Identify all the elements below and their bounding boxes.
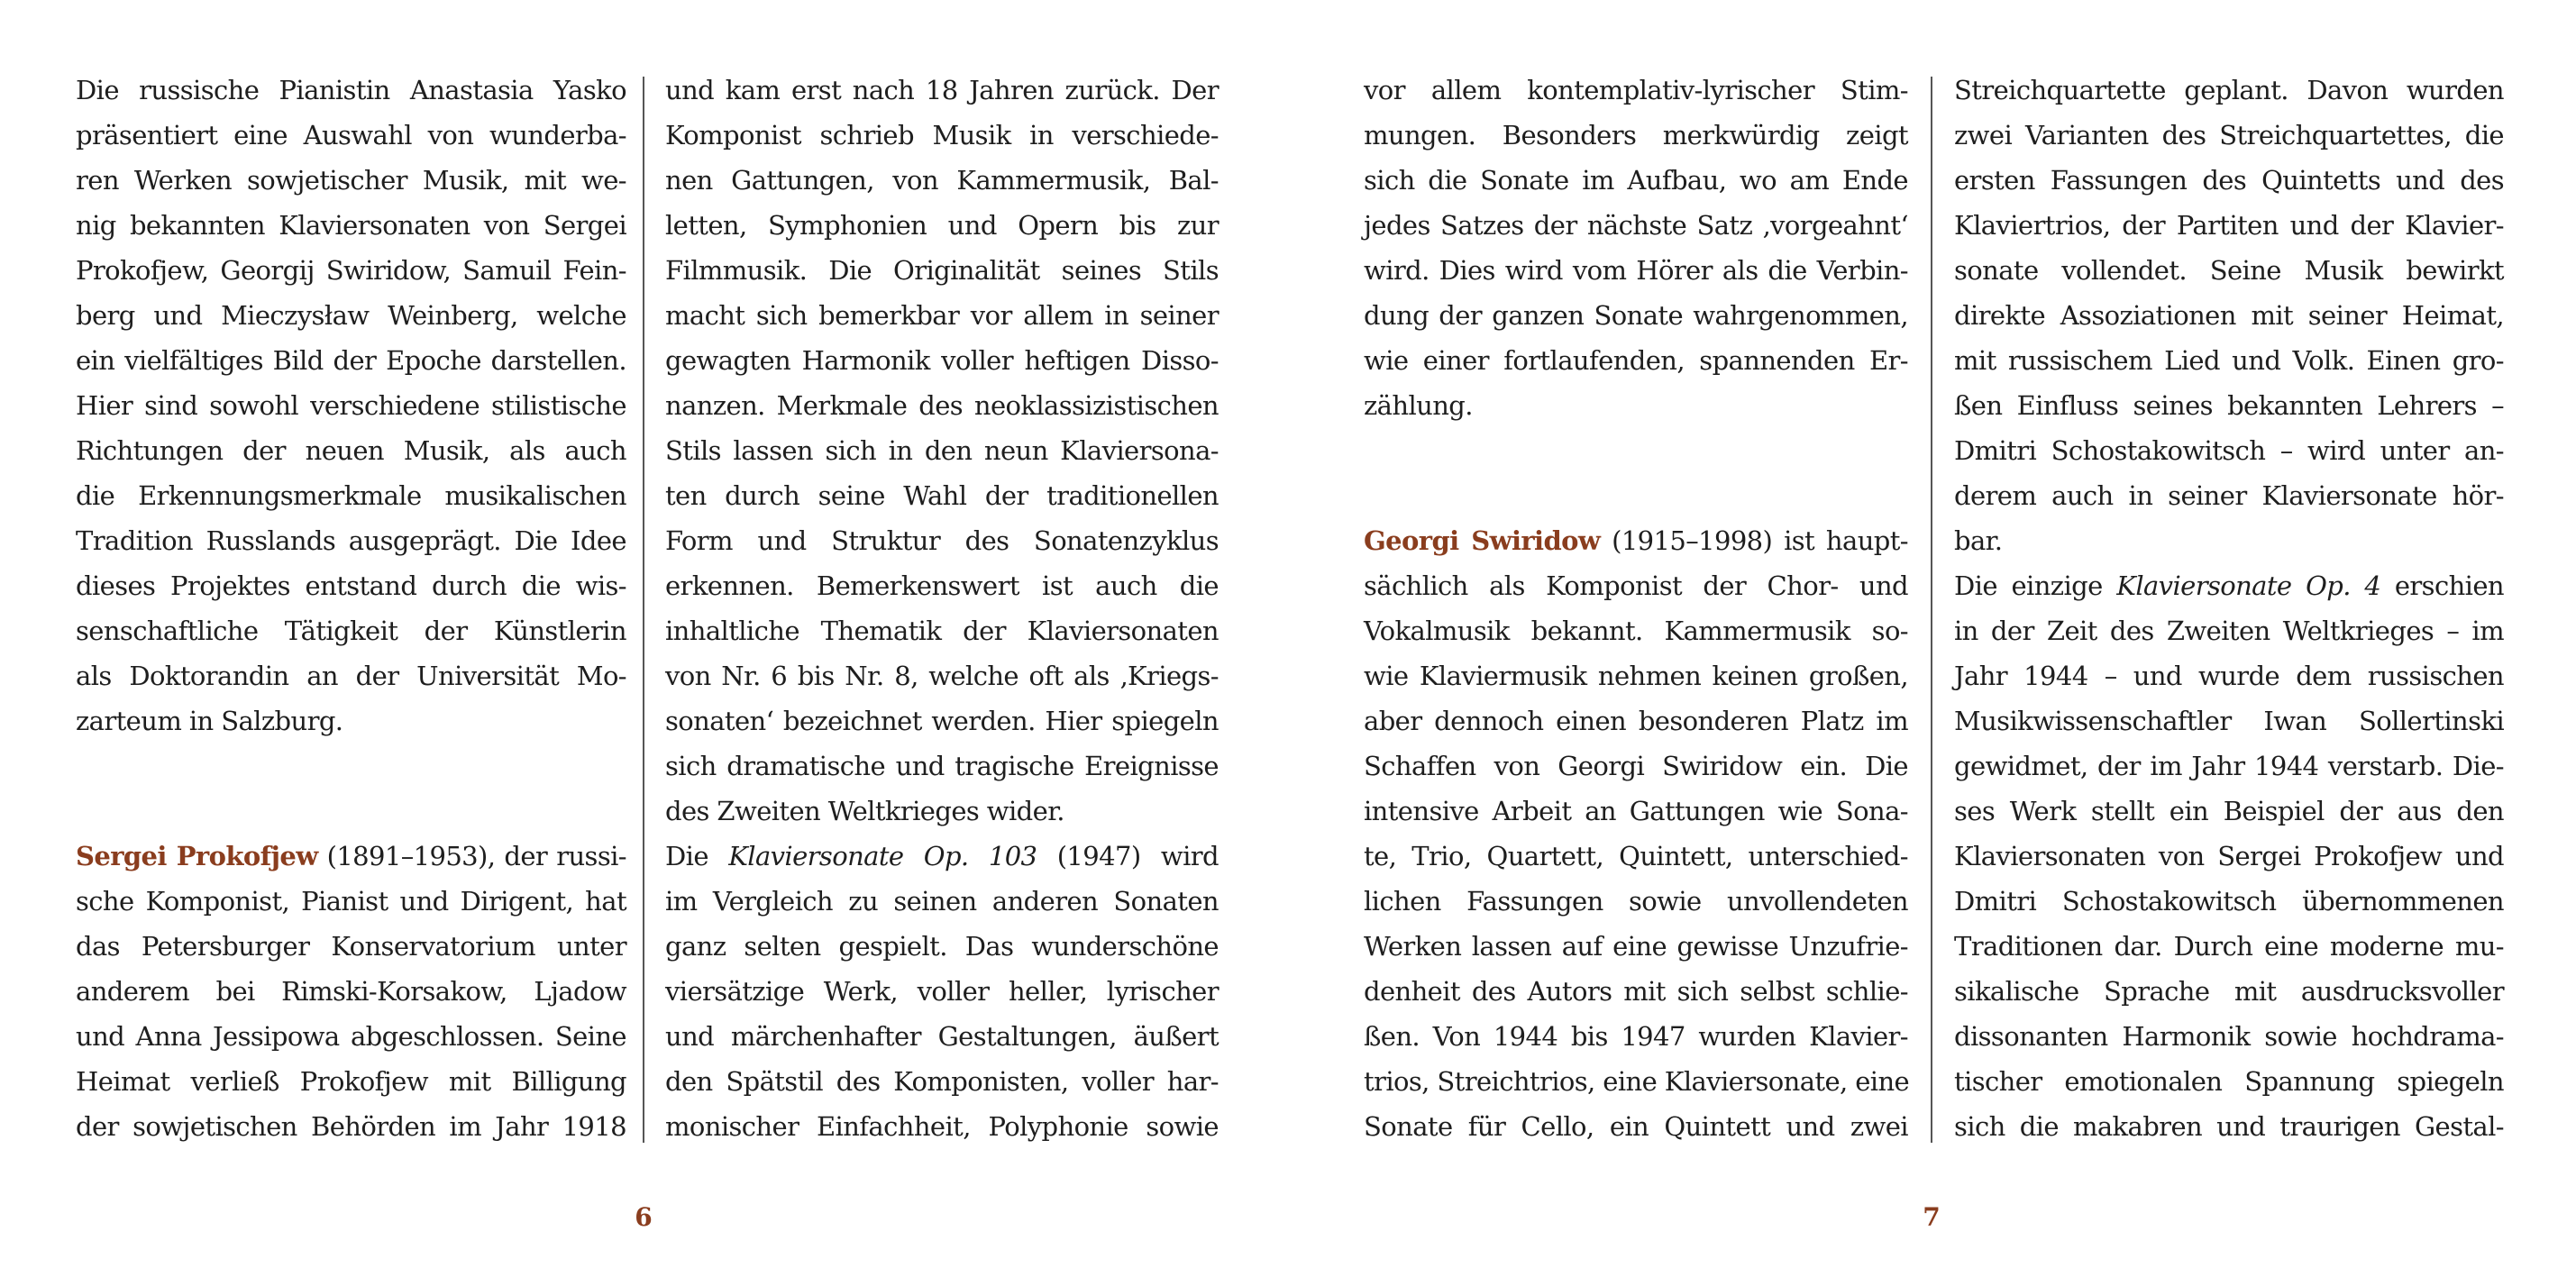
op4-paragraph — [1954, 563, 2504, 1149]
paragraph-line: wird. Dies wird vom Hörer als die Verbin- — [1364, 255, 1908, 286]
paragraph-line: Dmitri Schostakowitsch – wird unter an- — [1954, 435, 2504, 466]
paragraph-line: letten, Symphonien und Opern bis zur — [665, 210, 1219, 241]
paragraph-line: intensive Arbeit an Gattungen wie Sona- — [1364, 796, 1908, 826]
paragraph-line: zarteum in Salzburg. — [76, 706, 343, 736]
paragraph-line: präsentiert eine Auswahl von wunderba- — [76, 120, 626, 151]
paragraph-line: erkennen. Bemerkenswert ist auch die — [665, 570, 1219, 601]
prokofjew-paragraph-continued — [665, 68, 1219, 834]
paragraph-line: als Doktorandin an der Universität Mo- — [76, 661, 626, 691]
paragraph-lines — [665, 879, 1219, 1149]
paragraph-line: Musikwissenschaftler Iwan Sollertinski — [1954, 706, 2504, 736]
paragraph-line: ren Werken sowjetischer Musik, mit we- — [76, 165, 626, 196]
paragraph-line: sikalische Sprache mit ausdrucksvoller — [1954, 976, 2504, 1007]
paragraph-line: berg und Mieczysław Weinberg, welche — [76, 300, 626, 331]
paragraph-line: sche Komponist, Pianist und Dirigent, hat — [76, 886, 626, 917]
paragraph-line: zwei Varianten des Streichquartettes, die — [1954, 120, 2504, 151]
paragraph-line: Heimat verließ Prokofjew mit Billigung — [76, 1066, 626, 1097]
paragraph-line: Sonate für Cello, ein Quintett und zwei — [1364, 1111, 1908, 1142]
paragraph-line: denheit des Autors mit sich selbst schlie- — [1364, 976, 1908, 1007]
paragraph-line: aber dennoch einen besonderen Platz im — [1364, 706, 1908, 736]
paragraph-line: Dmitri Schostakowitsch übernommenen — [1954, 886, 2504, 917]
paragraph-gap — [1364, 428, 1908, 473]
column-2 — [665, 68, 1219, 1149]
paragraph-line: dieses Projektes entstand durch die wis- — [76, 570, 626, 601]
paragraph-line: Stils lassen sich in den neun Klaviersona- — [665, 435, 1219, 466]
paragraph-line: die Erkennungsmerkmale musikalischen — [76, 480, 626, 511]
paragraph-lines — [1364, 563, 1908, 1149]
paragraph-line: nen Gattungen, von Kammermusik, Bal- — [665, 165, 1219, 196]
paragraph-line: sächlich als Komponist der Chor- und — [1364, 570, 1908, 601]
paragraph-line: jedes Satzes der nächste Satz ‚vorgeahnt‘ — [1364, 210, 1908, 241]
paragraph-line: ganz selten gespielt. Das wunderschöne — [665, 931, 1219, 962]
paragraph-line: anderem bei Rimski-Korsakow, Ljadow — [76, 976, 626, 1007]
paragraph-line: im Vergleich zu seinen anderen Sonaten — [665, 886, 1219, 917]
paragraph-line: ersten Fassungen des Quintetts und des — [1954, 165, 2504, 196]
composer-name-prokofjew: Sergei Prokofjew — [76, 841, 318, 871]
paragraph-line: des Zweiten Weltkrieges wider. — [665, 796, 1064, 826]
op103-paragraph-continued — [1364, 68, 1908, 428]
paragraph-line: vor allem kontemplativ-lyrischer Stim- — [1364, 75, 1908, 105]
paragraph-line: das Petersburger Konservatorium unter — [76, 931, 626, 962]
paragraph-line: in der Zeit des Zweiten Weltkrieges – im — [1954, 616, 2504, 646]
paragraph-line: Streichquartette geplant. Davon wurden — [1954, 75, 2504, 105]
paragraph-line: Vokalmusik bekannt. Kammermusik so- — [1364, 616, 1908, 646]
paragraph-line — [1954, 563, 2504, 608]
intro-paragraph — [76, 68, 626, 743]
paragraph-line — [665, 834, 1219, 879]
paragraph-line: mit russischem Lied und Volk. Einen gro- — [1954, 345, 2504, 376]
paragraph-line: sonate vollendet. Seine Musik bewirkt — [1954, 255, 2504, 286]
paragraph-line: sich die Sonate im Aufbau, wo am Ende — [1364, 165, 1908, 196]
paragraph-line: den Spätstil des Komponisten, voller har- — [665, 1066, 1219, 1097]
column-divider — [643, 77, 644, 1143]
paragraph-line: tischer emotionalen Spannung spiegeln — [1954, 1066, 2504, 1097]
paragraph-line: Prokofjew, Georgij Swiridow, Samuil Fein- — [76, 255, 626, 286]
paragraph-line: mungen. Besonders merkwürdig zeigt — [1364, 120, 1908, 151]
paragraph-line: viersätzige Werk, voller heller, lyrischer — [665, 976, 1219, 1007]
swiridow-paragraph — [1364, 518, 1908, 1149]
paragraph-line: sonaten‘ bezeichnet werden. Hier spiegeln — [665, 706, 1219, 736]
paragraph-gap — [1364, 473, 1908, 518]
paragraph-line: dissonanten Harmonik sowie hochdrama- — [1954, 1021, 2504, 1052]
paragraph-line — [1364, 518, 1908, 563]
paragraph-line: Filmmusik. Die Originalität seines Stils — [665, 255, 1219, 286]
paragraph-line — [76, 834, 626, 879]
paragraph-lines — [76, 879, 626, 1149]
paragraph-line: und Anna Jessipowa abgeschlossen. Seine — [76, 1021, 626, 1052]
page-number-right: 7 — [1923, 1202, 1941, 1232]
paragraph-line: ein vielfältiges Bild der Epoche darstellen. — [76, 345, 626, 376]
paragraph-line: monischer Einfachheit, Polyphonie sowie — [665, 1111, 1219, 1142]
paragraph-line: wie Klaviermusik nehmen keinen großen, — [1364, 661, 1908, 691]
composer-name-swiridow: Georgi Swiridow — [1364, 525, 1601, 556]
paragraph-line: trios, Streichtrios, eine Klaviersonate, eine — [1364, 1066, 1910, 1097]
paragraph-line: und märchenhafter Gestaltungen, äußert — [665, 1021, 1219, 1052]
paragraph-line: Hier sind sowohl verschiedene stilistische — [76, 390, 626, 421]
line-text: Die — [665, 841, 729, 871]
paragraph-line: von Nr. 6 bis Nr. 8, welche oft als ‚Kriegs- — [665, 661, 1219, 691]
paragraph-line: gewidmet, der im Jahr 1944 verstarb. Die- — [1954, 751, 2504, 781]
paragraph-line: te, Trio, Quartett, Quintett, unterschied- — [1364, 841, 1908, 871]
page-number-left: 6 — [635, 1202, 653, 1232]
paragraph-line: der sowjetischen Behörden im Jahr 1918 — [76, 1111, 626, 1142]
paragraph-line: zählung. — [1364, 390, 1473, 421]
paragraph-line: lichen Fassungen sowie unvollendeten — [1364, 886, 1908, 917]
paragraph-line: ßen Einfluss seines bekannten Lehrers – — [1954, 390, 2504, 421]
paragraph-line: Traditionen dar. Durch eine moderne mu- — [1954, 931, 2504, 962]
op103-paragraph — [665, 834, 1219, 1149]
paragraph-line: ses Werk stellt ein Beispiel der aus den — [1954, 796, 2504, 826]
paragraph-line: Werken lassen auf eine gewisse Unzufrie- — [1364, 931, 1908, 962]
swiridow-paragraph-continued — [1954, 68, 2504, 563]
paragraph-line: nanzen. Merkmale des neoklassizistischen — [665, 390, 1219, 421]
column-1 — [76, 68, 626, 1149]
paragraph-line: Jahr 1944 – und wurde dem russischen — [1954, 661, 2504, 691]
paragraph-line: Klaviersonaten von Sergei Prokofjew und — [1954, 841, 2504, 871]
column-divider — [1931, 77, 1932, 1143]
paragraph-line: ten durch seine Wahl der traditionellen — [665, 480, 1219, 511]
paragraph-lines — [1954, 608, 2504, 1149]
paragraph-line: ßen. Von 1944 bis 1947 wurden Klavier- — [1364, 1021, 1908, 1052]
line-text: erschien — [2380, 570, 2504, 601]
paragraph-line: sich dramatische und tragische Ereignisse — [665, 751, 1219, 781]
paragraph-line: inhaltliche Thematik der Klaviersonaten — [665, 616, 1219, 646]
paragraph-line: Schaffen von Georgi Swiridow ein. Die — [1364, 751, 1908, 781]
prokofjew-paragraph — [76, 834, 626, 1149]
paragraph-line: dung der ganzen Sonate wahrgenommen, — [1364, 300, 1908, 331]
work-title-op4: Klaviersonate Op. 4 — [2116, 570, 2381, 601]
paragraph-line: Richtungen der neuen Musik, als auch — [76, 435, 626, 466]
paragraph-line: nig bekannten Klaviersonaten von Sergei — [76, 210, 626, 241]
paragraph-gap — [76, 743, 626, 789]
paragraph-line: senschaftliche Tätigkeit der Künstlerin — [76, 616, 626, 646]
paragraph-line: gewagten Harmonik voller heftigen Disso- — [665, 345, 1219, 376]
paragraph-line: und kam erst nach 18 Jahren zurück. Der — [665, 75, 1219, 105]
line-text: (1915–1998) ist haupt- — [1600, 525, 1908, 556]
paragraph-line: wie einer fortlaufenden, spannenden Er- — [1364, 345, 1908, 376]
paragraph-line: bar. — [1954, 525, 2003, 556]
column-3 — [1364, 68, 1908, 1149]
paragraph-line: Form und Struktur des Sonatenzyklus — [665, 525, 1219, 556]
paragraph-line: Klaviertrios, der Partiten und der Klavier- — [1954, 210, 2504, 241]
paragraph-line: Komponist schrieb Musik in verschiede- — [665, 120, 1219, 151]
paragraph-gap — [76, 789, 626, 834]
column-4 — [1954, 68, 2504, 1149]
line-text: (1947) wird — [1037, 841, 1219, 871]
paragraph-line: Die russische Pianistin Anastasia Yasko — [76, 75, 626, 105]
paragraph-line: derem auch in seiner Klaviersonate hör- — [1954, 480, 2504, 511]
paragraph-line: Tradition Russlands ausgeprägt. Die Idee — [76, 525, 626, 556]
work-title-op103: Klaviersonate Op. 103 — [728, 841, 1037, 871]
line-text: Die einzige — [1954, 570, 2117, 601]
paragraph-line: sich die makabren und traurigen Gestal- — [1954, 1111, 2504, 1142]
paragraph-line: macht sich bemerkbar vor allem in seiner — [665, 300, 1219, 331]
line-text: (1891–1953), der russi- — [317, 841, 626, 871]
paragraph-line: direkte Assoziationen mit seiner Heimat, — [1954, 300, 2504, 331]
